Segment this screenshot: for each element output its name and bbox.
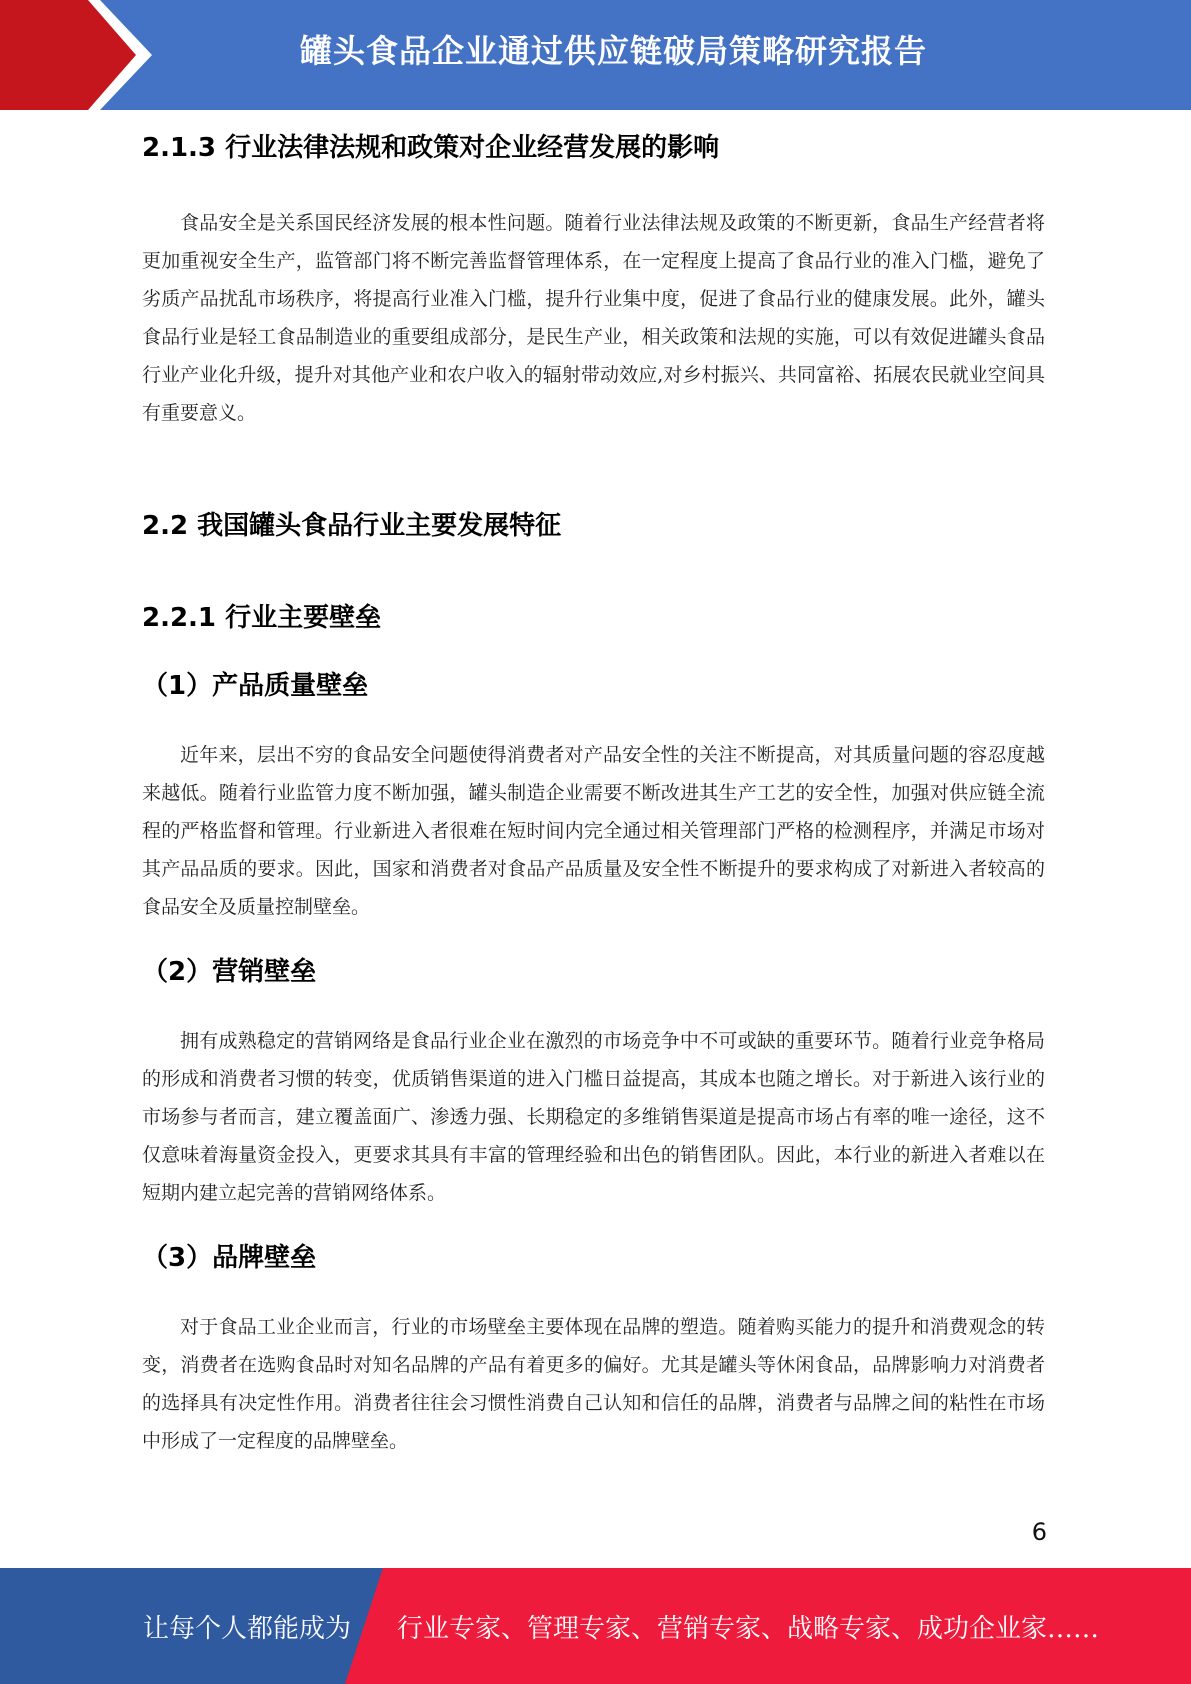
subsection-heading-marketing-barrier: （2）营销壁垒 [142,957,317,987]
page-content [142,128,1045,1460]
section-heading-2-1-3: 2.1.3 行业法律法规和政策对企业经营发展的影响 [142,133,720,163]
section-heading-2-2: 2.2 我国罐头食品行业主要发展特征 [142,511,562,541]
subsection-heading-quality-barrier: （1）产品质量壁垒 [142,671,369,701]
page-number: 6 [1031,1518,1047,1546]
page-footer [0,1568,1191,1684]
subsection-paragraph-brand-barrier: 对于食品工业企业而言，行业的市场壁垒主要体现在品牌的塑造。随着购买能力的提升和消费观念的转变，消费者在选购食品时对知名品牌的产品有着更多的偏好。尤其是罐头等休闲食品，品牌影响力对消费者的选择具有决定性作用。消费者往往会习惯性消费自己认知和信任的品牌，消费者与品牌之间的粘性在市场中形成了一定程度的品牌壁垒。 [142,1316,1045,1452]
section-heading-2-2-1: 2.2.1 行业主要壁垒 [142,603,382,633]
subsection-heading-brand-barrier: （3）品牌壁垒 [142,1243,317,1273]
section-paragraph-2-1-3: 食品安全是关系国民经济发展的根本性问题。随着行业法律法规及政策的不断更新，食品生产经营者将更加重视安全生产，监管部门将不断完善监督管理体系，在一定程度上提高了食品行业的准入门槛，避免了劣质产品扰乱市场秩序，将提高行业准入门槛，提升行业集中度，促进了食品行业的健康发展。此外，罐头食品行业是轻工食品制造业的重要组成部分，是民生产业，相关政策和法规的实施，可以有效促进罐头食品行业产业化升级，提升对其他产业和农户收入的辐射带动效应,对乡村振兴、共同富裕、拓展农民就业空间具有重要意义。 [142,212,1045,424]
footer-slogan-left: 让每个人都能成为 [143,1614,352,1644]
subsection-paragraph-quality-barrier: 近年来，层出不穷的食品安全问题使得消费者对产品安全性的关注不断提高，对其质量问题的容忍度越来越低。随着行业监管力度不断加强，罐头制造企业需要不断改进其生产工艺的安全性，加强对供应链全流程的严格监督和管理。行业新进入者很难在短时间内完全通过相关管理部门严格的检测程序，并满足市场对其产品品质的要求。因此，国家和消费者对食品产品质量及安全性不断提升的要求构成了对新进入者较高的食品安全及质量控制壁垒。 [142,744,1045,918]
footer-slogan-right: 行业专家、管理专家、营销专家、战略专家、成功企业家…… [397,1614,1100,1644]
subsection-paragraph-marketing-barrier: 拥有成熟稳定的营销网络是食品行业企业在激烈的市场竞争中不可或缺的重要环节。随着行业竞争格局的形成和消费者习惯的转变，优质销售渠道的进入门槛日益提高，其成本也随之增长。对于新进入该行业的市场参与者而言，建立覆盖面广、渗透力强、长期稳定的多维销售渠道是提高市场占有率的唯一途径，这不仅意味着海量资金投入，更要求其具有丰富的管理经验和出色的销售团队。因此，本行业的新进入者难以在短期内建立起完善的营销网络体系。 [142,1030,1045,1204]
page-header [0,0,1191,110]
report-title: 罐头食品企业通过供应链破局策略研究报告 [300,32,928,70]
header-chevron-decoration [0,0,160,110]
